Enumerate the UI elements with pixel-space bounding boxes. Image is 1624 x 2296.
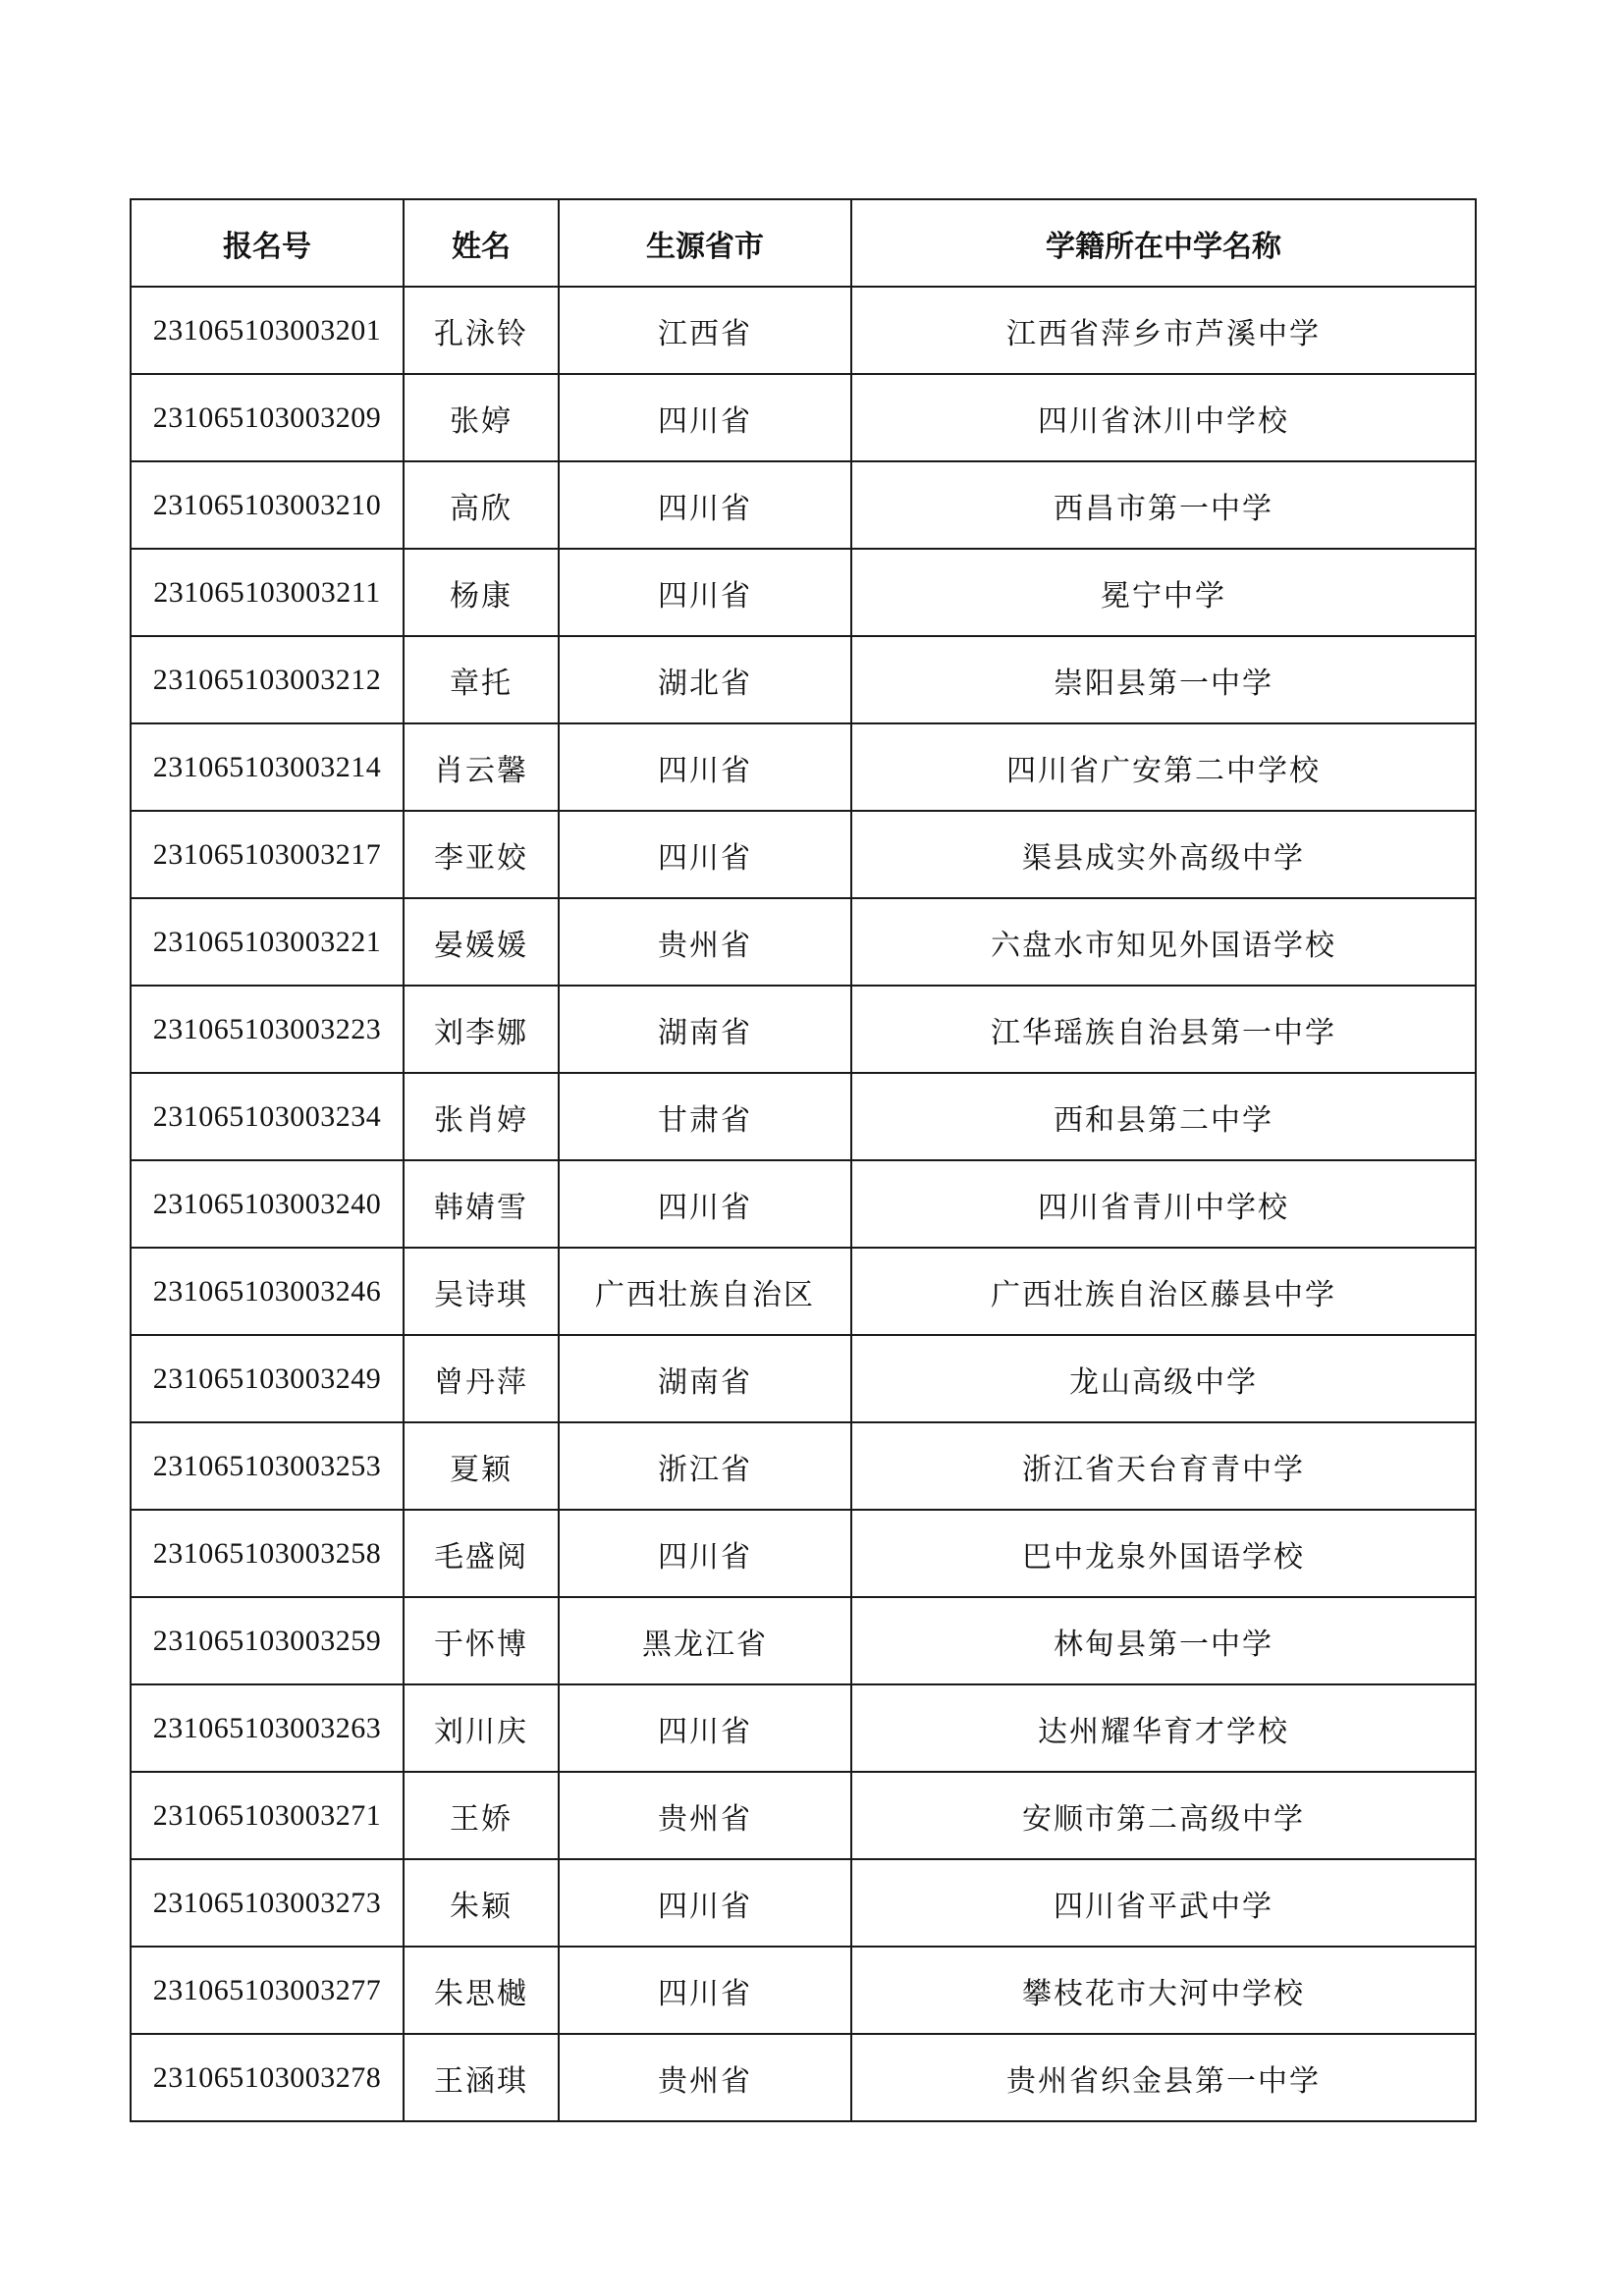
registration-number-cell: 231065103003271 <box>131 1772 404 1859</box>
name-cell: 刘川庆 <box>404 1684 559 1772</box>
name-cell: 朱颖 <box>404 1859 559 1947</box>
table-header <box>131 199 1476 287</box>
high-school-cell: 江西省萍乡市芦溪中学 <box>851 287 1476 374</box>
table-row <box>131 1947 1476 2034</box>
high-school-cell: 崇阳县第一中学 <box>851 636 1476 723</box>
header-high-school: 学籍所在中学名称 <box>851 199 1476 287</box>
origin-province-cell: 四川省 <box>559 1684 851 1772</box>
high-school-cell: 安顺市第二高级中学 <box>851 1772 1476 1859</box>
registration-number-cell: 231065103003253 <box>131 1422 404 1510</box>
table-row <box>131 1597 1476 1684</box>
table-row <box>131 1859 1476 1947</box>
name-cell: 曾丹萍 <box>404 1335 559 1422</box>
high-school-cell: 四川省青川中学校 <box>851 1160 1476 1248</box>
table-body <box>131 287 1476 2121</box>
table-row <box>131 986 1476 1073</box>
name-cell: 张肖婷 <box>404 1073 559 1160</box>
high-school-cell: 广西壮族自治区藤县中学 <box>851 1248 1476 1335</box>
table-row <box>131 2034 1476 2121</box>
header-registration-number: 报名号 <box>131 199 404 287</box>
name-cell: 章托 <box>404 636 559 723</box>
origin-province-cell: 四川省 <box>559 723 851 811</box>
registration-number-cell: 231065103003278 <box>131 2034 404 2121</box>
origin-province-cell: 贵州省 <box>559 898 851 986</box>
admission-list-table <box>130 198 1477 2122</box>
origin-province-cell: 四川省 <box>559 374 851 461</box>
table-row <box>131 549 1476 636</box>
registration-number-cell: 231065103003258 <box>131 1510 404 1597</box>
registration-number-cell: 231065103003259 <box>131 1597 404 1684</box>
high-school-cell: 西和县第二中学 <box>851 1073 1476 1160</box>
name-cell: 毛盛阅 <box>404 1510 559 1597</box>
table-row <box>131 461 1476 549</box>
origin-province-cell: 四川省 <box>559 549 851 636</box>
origin-province-cell: 四川省 <box>559 1160 851 1248</box>
high-school-cell: 林甸县第一中学 <box>851 1597 1476 1684</box>
table-row <box>131 898 1476 986</box>
high-school-cell: 浙江省天台育青中学 <box>851 1422 1476 1510</box>
origin-province-cell: 四川省 <box>559 1947 851 2034</box>
high-school-cell: 四川省平武中学 <box>851 1859 1476 1947</box>
name-cell: 孔泳铃 <box>404 287 559 374</box>
registration-number-cell: 231065103003209 <box>131 374 404 461</box>
origin-province-cell: 湖南省 <box>559 986 851 1073</box>
high-school-cell: 江华瑶族自治县第一中学 <box>851 986 1476 1073</box>
name-cell: 王涵琪 <box>404 2034 559 2121</box>
header-name: 姓名 <box>404 199 559 287</box>
origin-province-cell: 贵州省 <box>559 2034 851 2121</box>
origin-province-cell: 黑龙江省 <box>559 1597 851 1684</box>
name-cell: 晏媛媛 <box>404 898 559 986</box>
registration-number-cell: 231065103003273 <box>131 1859 404 1947</box>
name-cell: 高欣 <box>404 461 559 549</box>
name-cell: 李亚姣 <box>404 811 559 898</box>
high-school-cell: 攀枝花市大河中学校 <box>851 1947 1476 2034</box>
origin-province-cell: 浙江省 <box>559 1422 851 1510</box>
name-cell: 王娇 <box>404 1772 559 1859</box>
name-cell: 肖云馨 <box>404 723 559 811</box>
high-school-cell: 龙山高级中学 <box>851 1335 1476 1422</box>
name-cell: 张婷 <box>404 374 559 461</box>
table-row <box>131 1510 1476 1597</box>
origin-province-cell: 四川省 <box>559 461 851 549</box>
high-school-cell: 渠县成实外高级中学 <box>851 811 1476 898</box>
high-school-cell: 四川省沐川中学校 <box>851 374 1476 461</box>
table-row <box>131 723 1476 811</box>
table-row <box>131 811 1476 898</box>
name-cell: 吴诗琪 <box>404 1248 559 1335</box>
high-school-cell: 四川省广安第二中学校 <box>851 723 1476 811</box>
table-row <box>131 1422 1476 1510</box>
name-cell: 杨康 <box>404 549 559 636</box>
header-row <box>131 199 1476 287</box>
origin-province-cell: 湖北省 <box>559 636 851 723</box>
table-row <box>131 1160 1476 1248</box>
table-row <box>131 636 1476 723</box>
table-row <box>131 1073 1476 1160</box>
registration-number-cell: 231065103003249 <box>131 1335 404 1422</box>
high-school-cell: 贵州省织金县第一中学 <box>851 2034 1476 2121</box>
origin-province-cell: 广西壮族自治区 <box>559 1248 851 1335</box>
high-school-cell: 巴中龙泉外国语学校 <box>851 1510 1476 1597</box>
registration-number-cell: 231065103003223 <box>131 986 404 1073</box>
registration-number-cell: 231065103003217 <box>131 811 404 898</box>
high-school-cell: 冕宁中学 <box>851 549 1476 636</box>
origin-province-cell: 贵州省 <box>559 1772 851 1859</box>
name-cell: 夏颖 <box>404 1422 559 1510</box>
registration-number-cell: 231065103003263 <box>131 1684 404 1772</box>
table-row <box>131 374 1476 461</box>
registration-number-cell: 231065103003212 <box>131 636 404 723</box>
table-row <box>131 287 1476 374</box>
table-row <box>131 1248 1476 1335</box>
registration-number-cell: 231065103003211 <box>131 549 404 636</box>
name-cell: 韩婧雪 <box>404 1160 559 1248</box>
high-school-cell: 六盘水市知见外国语学校 <box>851 898 1476 986</box>
name-cell: 刘李娜 <box>404 986 559 1073</box>
origin-province-cell: 湖南省 <box>559 1335 851 1422</box>
high-school-cell: 西昌市第一中学 <box>851 461 1476 549</box>
high-school-cell: 达州耀华育才学校 <box>851 1684 1476 1772</box>
origin-province-cell: 江西省 <box>559 287 851 374</box>
registration-number-cell: 231065103003201 <box>131 287 404 374</box>
registration-number-cell: 231065103003246 <box>131 1248 404 1335</box>
registration-number-cell: 231065103003240 <box>131 1160 404 1248</box>
registration-number-cell: 231065103003221 <box>131 898 404 986</box>
origin-province-cell: 四川省 <box>559 811 851 898</box>
origin-province-cell: 四川省 <box>559 1859 851 1947</box>
registration-number-cell: 231065103003214 <box>131 723 404 811</box>
table-row <box>131 1772 1476 1859</box>
registration-number-cell: 231065103003234 <box>131 1073 404 1160</box>
header-origin-province: 生源省市 <box>559 199 851 287</box>
origin-province-cell: 四川省 <box>559 1510 851 1597</box>
name-cell: 于怀博 <box>404 1597 559 1684</box>
origin-province-cell: 甘肃省 <box>559 1073 851 1160</box>
table-row <box>131 1684 1476 1772</box>
registration-number-cell: 231065103003277 <box>131 1947 404 2034</box>
registration-number-cell: 231065103003210 <box>131 461 404 549</box>
name-cell: 朱思樾 <box>404 1947 559 2034</box>
table-row <box>131 1335 1476 1422</box>
